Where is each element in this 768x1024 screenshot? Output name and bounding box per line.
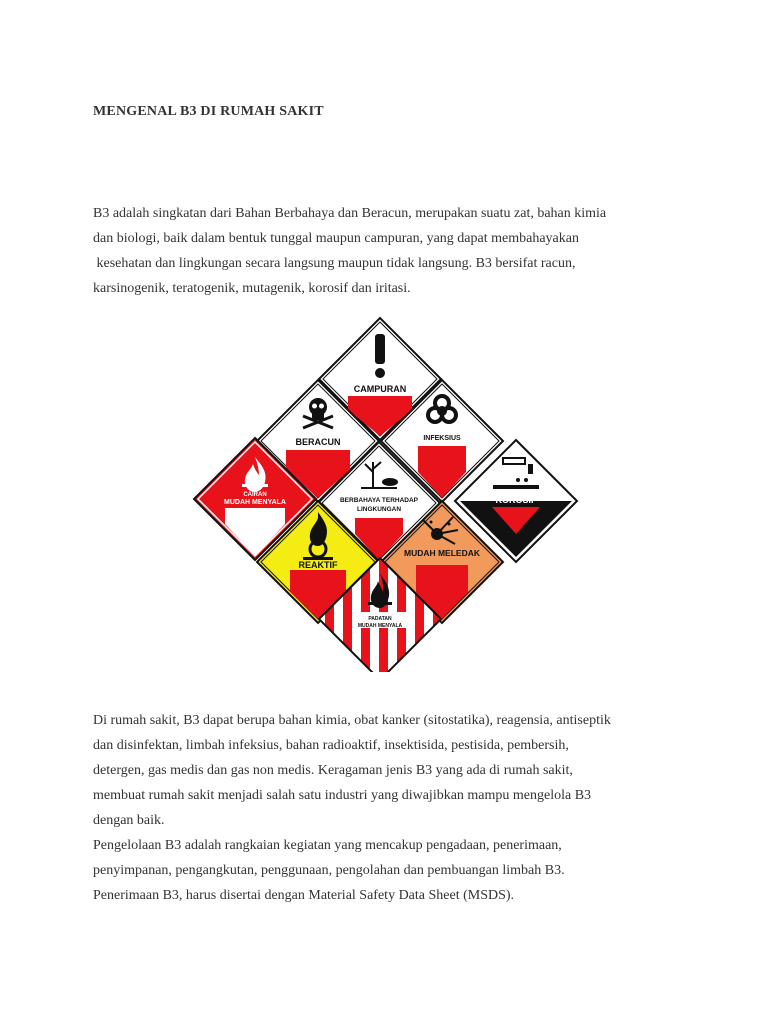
symbol-label: CAIRAN (243, 492, 267, 498)
exclamation-dot (375, 368, 385, 378)
symbol-label: LINGKUNGAN (356, 506, 402, 513)
symbol-label: KOROSIF (495, 495, 537, 505)
symbol-label: BERACUN (295, 437, 341, 447)
paragraph-line: detergen, gas medis dan gas non medis. Keragaman jenis B3 yang ada di rumah sakit, (93, 763, 573, 778)
symbol-label: CAMPURAN (353, 384, 407, 394)
paragraph-line: karsinogenik, teratogenik, mutagenik, korosif dan iritasi. (93, 281, 411, 296)
paragraph-line: Penerimaan B3, harus disertai dengan Material Safety Data Sheet (MSDS). (93, 888, 515, 903)
paragraph-rumah-sakit (93, 708, 693, 833)
paragraph-line: kesehatan dan lingkungan secara langsung maupun tidak langsung. B3 bersifat racun, (93, 256, 576, 271)
paragraph-line: dan disinfektan, limbah infeksius, bahan radioaktif, insektisida, pestisida, pembersih, (93, 738, 569, 753)
symbol-label: INFEKSIUS (423, 435, 461, 442)
paragraph-line: penyimpanan, pengangkutan, penggunaan, pengolahan dan pembuangan limbah B3. (93, 863, 565, 878)
paragraph-line: Pengelolaan B3 adalah rangkaian kegiatan yang mencakup pengadaan, penerimaan, (93, 838, 562, 853)
paragraph-line: B3 adalah singkatan dari Bahan Berbahaya dan Beracun, merupakan suatu zat, bahan kimia (93, 206, 607, 221)
symbol-label: MUDAH MENYALA (357, 623, 403, 629)
symbol-label: MUDAH MELEDAK (403, 548, 481, 558)
paragraph-line: dan biologi, baik dalam bentuk tunggal maupun campuran, yang dapat membahayakan (93, 231, 579, 246)
paragraph-pengelolaan (93, 833, 693, 908)
paragraph-line: membuat rumah sakit menjadi salah satu industri yang diwajibkan mampu mengelola B3 (93, 788, 592, 803)
paragraph-line: Di rumah sakit, B3 dapat berupa bahan kimia, obat kanker (sitostatika), reagensia, antiseptik (93, 713, 611, 728)
hazard-symbols-figure (185, 312, 585, 672)
paragraph-intro (93, 201, 693, 301)
paragraph-line: dengan baik. (93, 813, 165, 828)
page-title: MENGENAL B3 DI RUMAH SAKIT (93, 104, 324, 119)
symbol-label: PADATAN (368, 616, 392, 622)
exclamation-icon (375, 334, 385, 364)
symbol-label: BERBAHAYA TERHADAP (339, 497, 419, 504)
symbol-label: REAKTIF (298, 560, 338, 570)
symbol-label: MUDAH MENYALA (224, 499, 286, 506)
